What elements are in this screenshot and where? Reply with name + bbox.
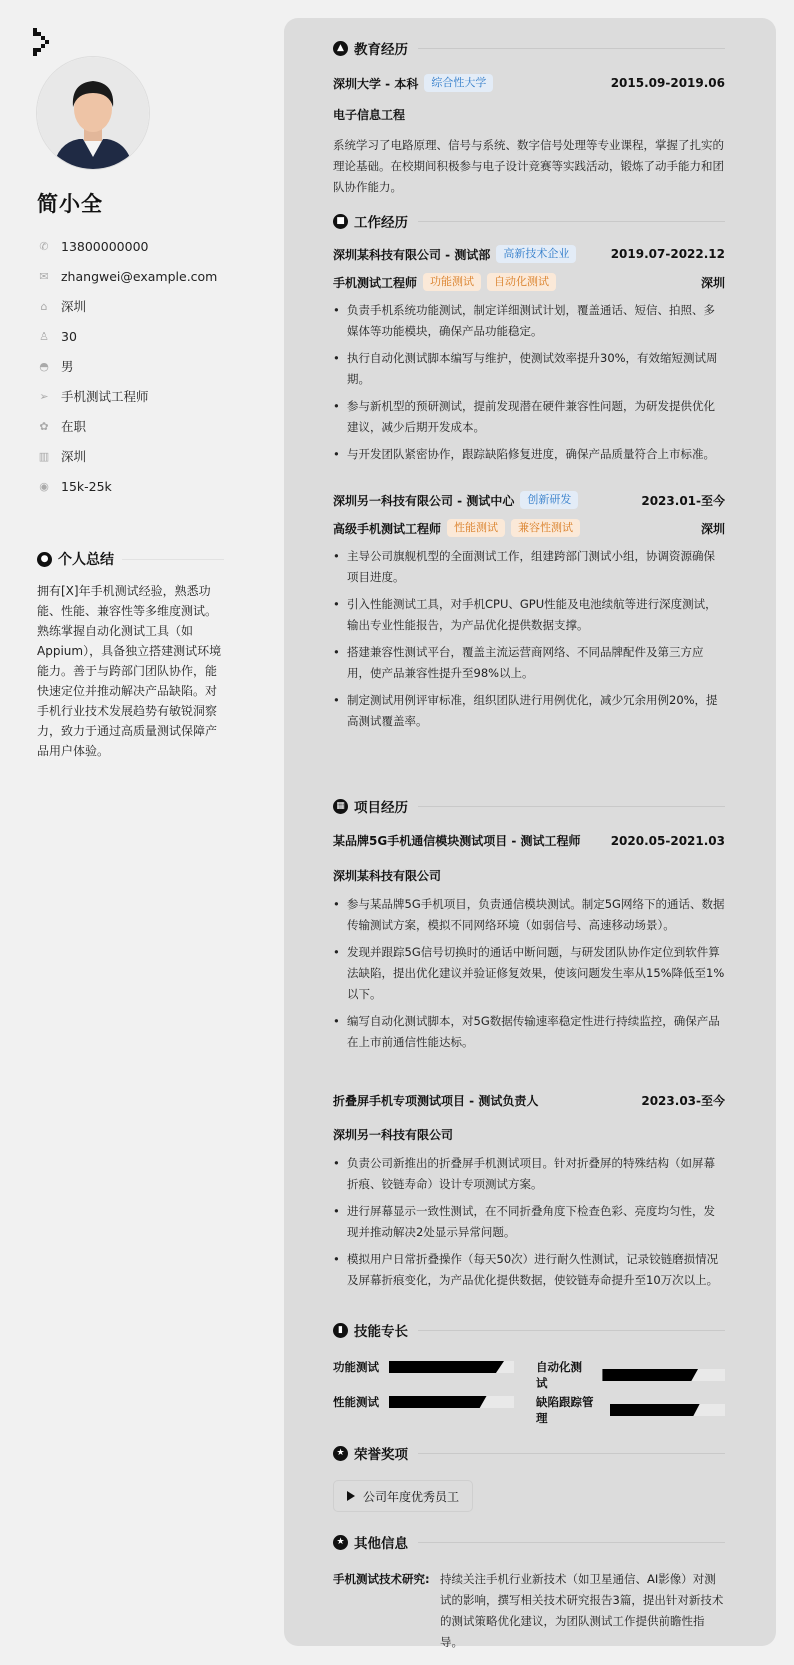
grid-icon: ▦: [333, 799, 348, 814]
list-item: • 负责公司新推出的折叠屏手机测试项目。针对折叠屏的特殊结构（如屏幕折痕、铰链寿命）设计专项测试方案。: [333, 1153, 725, 1195]
award-item: [333, 1480, 473, 1512]
project-company-row: [333, 867, 725, 884]
info-icon: ★: [333, 1535, 348, 1550]
skill-bar: [602, 1369, 725, 1381]
job-period: 2019.07-2022.12: [610, 247, 725, 261]
city-item: [37, 291, 217, 321]
list-item: • 模拟用户日常折叠操作（每天50次）进行耐久性测试，记录铰链磨损情况及屏幕折痕变化，为产品优化提供数据，使铰链寿命提升至10万次以上。: [333, 1249, 725, 1291]
award-text: 公司年度优秀员工: [363, 1489, 460, 1504]
status-text: 在职: [61, 419, 87, 434]
list-item: • 搭建兼容性测试平台，覆盖主流运营商网络、不同品牌配件及第三方应用，使产品兼容性提升至98%以上。: [333, 642, 725, 684]
skill-name: 缺陷跟踪管理: [536, 1395, 594, 1425]
work-city-item: [37, 441, 217, 471]
skill-name: 自动化测试: [536, 1360, 582, 1390]
skill-item: [536, 1359, 725, 1391]
briefcase-icon: ■: [333, 214, 348, 229]
list-item: • 负责手机系统功能测试，制定详细测试计划，覆盖通话、短信、拍照、多媒体等功能模块，确保产品功能稳定。: [333, 300, 725, 342]
work-title: 工作经历: [354, 215, 408, 231]
gender-item: [37, 351, 217, 381]
company-tag: 高新技术企业: [496, 245, 576, 263]
projects-heading: [333, 796, 725, 816]
phone-icon: ✆: [39, 239, 49, 253]
avatar: [37, 57, 149, 169]
role-tag: 兼容性测试: [511, 519, 580, 537]
money-icon: ◉: [39, 479, 49, 493]
list-item: • 执行自动化测试脚本编写与维护，使测试效率提升30%，有效缩短测试周期。: [333, 348, 725, 390]
skill-bar-fill: [389, 1361, 504, 1373]
other-value: 持续关注手机行业新技术（如卫星通信、AI影像）对测试的影响，撰写相关技术研究报告3篇，提出针对新技术的测试策略优化建议，为团队测试工作提供前瞻性指导。: [440, 1572, 724, 1649]
summary-text: 拥有[X]年手机测试经验，熟悉功能、性能、兼容性等多维度测试。熟练掌握自动化测试工具（如Appium），具备独立搭建测试环境能力。善于与跨部门团队协作，能快速定位并推动解决产品缺陷。对手机行业技术发展趋势有敏锐洞察力，致力于通过高质量测试保障产品用户体验。: [37, 584, 222, 758]
job-role: 手机测试工程师: [333, 275, 418, 290]
home-icon: ⌂: [40, 299, 48, 313]
job-location: 深圳: [700, 275, 725, 290]
list-item: • 参与某品牌5G手机项目，负责通信模块测试。制定5G网络下的通话、数据传输测试方案，模拟不同网络环境（如弱信号、高速移动场景）。: [333, 894, 725, 936]
skill-bar: [389, 1361, 514, 1373]
skills-title: 技能专长: [354, 1324, 408, 1340]
age-icon: ♙: [39, 329, 49, 343]
status-item: [37, 411, 217, 441]
position-item: [37, 381, 217, 411]
contact-info-list: [37, 231, 217, 501]
skill-bar: [610, 1404, 725, 1416]
skill-bar-fill: [389, 1396, 487, 1408]
company-tag: 创新研发: [520, 491, 578, 509]
job-location: 深圳: [700, 521, 725, 536]
education-heading: [333, 38, 725, 58]
projects-title: 项目经历: [354, 800, 408, 816]
project-name: 某品牌5G手机通信模块测试项目 - 测试工程师: [333, 834, 581, 848]
project-bullets: [333, 894, 725, 1059]
graduation-cap-icon: ▲: [333, 41, 348, 56]
project-name: 折叠屏手机专项测试项目 - 测试负责人: [333, 1094, 539, 1108]
list-item: • 主导公司旗舰机型的全面测试工作，组建跨部门测试小组，协调资源确保项目进度。: [333, 546, 725, 588]
phone-text: 13800000000: [61, 238, 149, 254]
list-item: • 编写自动化测试脚本，对5G数据传输速率稳定性进行持续监控，确保产品在上市前通信性能达标。: [333, 1011, 725, 1053]
honors-title: 荣誉奖项: [354, 1447, 408, 1463]
job-company-row: [333, 245, 725, 263]
phone-item: [37, 231, 217, 261]
job-company-row: [333, 491, 725, 509]
divider: [122, 559, 224, 560]
gender-text: 男: [61, 359, 74, 374]
list-item: • 进行屏幕显示一致性测试，在不同折叠角度下检查色彩、亮度均匀性，发现并推动解决2处显示异常问题。: [333, 1201, 725, 1243]
building-icon: ▥: [38, 449, 50, 463]
summary-title: 个人总结: [58, 552, 114, 568]
work-city-text: 深圳: [61, 449, 87, 464]
skill-bar-fill: [602, 1369, 698, 1381]
job-period: 2023.01-至今: [641, 493, 725, 508]
skill-item: [333, 1359, 514, 1375]
skill-bar-fill: [610, 1404, 700, 1416]
list-item: • 发现并跟踪5G信号切换时的通话中断问题，与研发团队协作定位到软件算法缺陷，提出优化建议并验证修复效果，使该问题发生率从15%降低至1%以下。: [333, 942, 725, 1005]
logo-icon: [33, 28, 51, 58]
position-text: 手机测试工程师: [61, 389, 149, 404]
divider: [418, 1542, 725, 1543]
role-tag: 自动化测试: [487, 273, 556, 291]
bar-chart-icon: ▮: [333, 1323, 348, 1338]
play-icon: [347, 1491, 355, 1501]
divider: [418, 221, 725, 222]
project-row: [333, 832, 725, 849]
skill-name: 性能测试: [333, 1395, 379, 1409]
age-text: 30: [61, 328, 77, 344]
divider: [418, 1453, 725, 1454]
project-company: 深圳另一科技有限公司: [333, 1128, 454, 1142]
education-row: [333, 74, 725, 92]
major-row: [333, 106, 725, 123]
summary-heading: [37, 549, 224, 569]
main-panel: [284, 18, 776, 1649]
gender-icon: ◓: [39, 359, 49, 373]
other-title: 其他信息: [354, 1536, 408, 1552]
list-item: • 与开发团队紧密协作，跟踪缺陷修复进度，确保产品质量符合上市标准。: [333, 444, 725, 465]
education-title: 教育经历: [354, 42, 408, 58]
job-role: 高级手机测试工程师: [333, 521, 442, 536]
skills-heading: [333, 1320, 725, 1340]
list-item: • 引入性能测试工具，对手机CPU、GPU性能及电池续航等进行深度测试，输出专业性能报告，为产品优化提供数据支撑。: [333, 594, 725, 636]
project-bullets: [333, 1153, 725, 1297]
skill-name: 功能测试: [333, 1360, 379, 1374]
salary-item: [37, 471, 217, 501]
work-heading: [333, 211, 725, 231]
email-text: zhangwei@example.com: [61, 268, 218, 284]
other-heading: [333, 1532, 725, 1552]
job-role-row: [333, 273, 725, 291]
status-icon: ✿: [39, 419, 49, 433]
list-item: • 制定测试用例评审标准，组织团队进行用例优化，减少冗余用例20%，提高测试覆盖率。: [333, 690, 725, 732]
school-tag: 综合性大学: [424, 74, 493, 92]
project-company-row: [333, 1126, 725, 1143]
mail-icon: ✉: [39, 269, 49, 283]
job-bullets: [333, 546, 725, 738]
job-role-row: [333, 519, 725, 537]
job-company: 深圳另一科技有限公司 - 测试中心: [333, 493, 515, 508]
user-icon: ●: [37, 552, 52, 567]
education-period: 2015.09-2019.06: [610, 76, 725, 90]
list-item: • 参与新机型的预研测试，提前发现潜在硬件兼容性问题，为研发提供优化建议，减少后期开发成本。: [333, 396, 725, 438]
project-period: 2020.05-2021.03: [610, 833, 725, 848]
divider: [418, 806, 725, 807]
major-name: 电子信息工程: [333, 108, 406, 122]
divider: [418, 48, 725, 49]
skill-bar: [389, 1396, 514, 1408]
project-company: 深圳某科技有限公司: [333, 869, 442, 883]
job-company: 深圳某科技有限公司 - 测试部: [333, 247, 491, 262]
project-period: 2023.03-至今: [641, 1094, 725, 1108]
trophy-icon: ★: [333, 1446, 348, 1461]
skill-item: [536, 1394, 725, 1426]
send-icon: ➢: [39, 389, 49, 403]
person-name: 简小全: [37, 192, 103, 216]
job-bullets: [333, 300, 725, 471]
role-tag: 性能测试: [447, 519, 505, 537]
age-item: [37, 321, 217, 351]
honors-heading: [333, 1443, 725, 1463]
project-row: [333, 1092, 725, 1109]
other-label: 手机测试技术研究:: [333, 1572, 430, 1586]
other-info-row: [333, 1569, 725, 1653]
school-name: 深圳大学 - 本科: [333, 76, 419, 91]
divider: [418, 1330, 725, 1331]
skill-item: [333, 1394, 514, 1410]
education-desc: 系统学习了电路原理、信号与系统、数字信号处理等专业课程，掌握了扎实的理论基础。在校期间积极参与电子设计竞赛等实践活动，锻炼了动手能力和团队协作能力。: [333, 138, 724, 194]
role-tag: 功能测试: [423, 273, 481, 291]
email-item: [37, 261, 217, 291]
city-text: 深圳: [61, 299, 87, 314]
salary-text: 15k-25k: [61, 478, 112, 494]
